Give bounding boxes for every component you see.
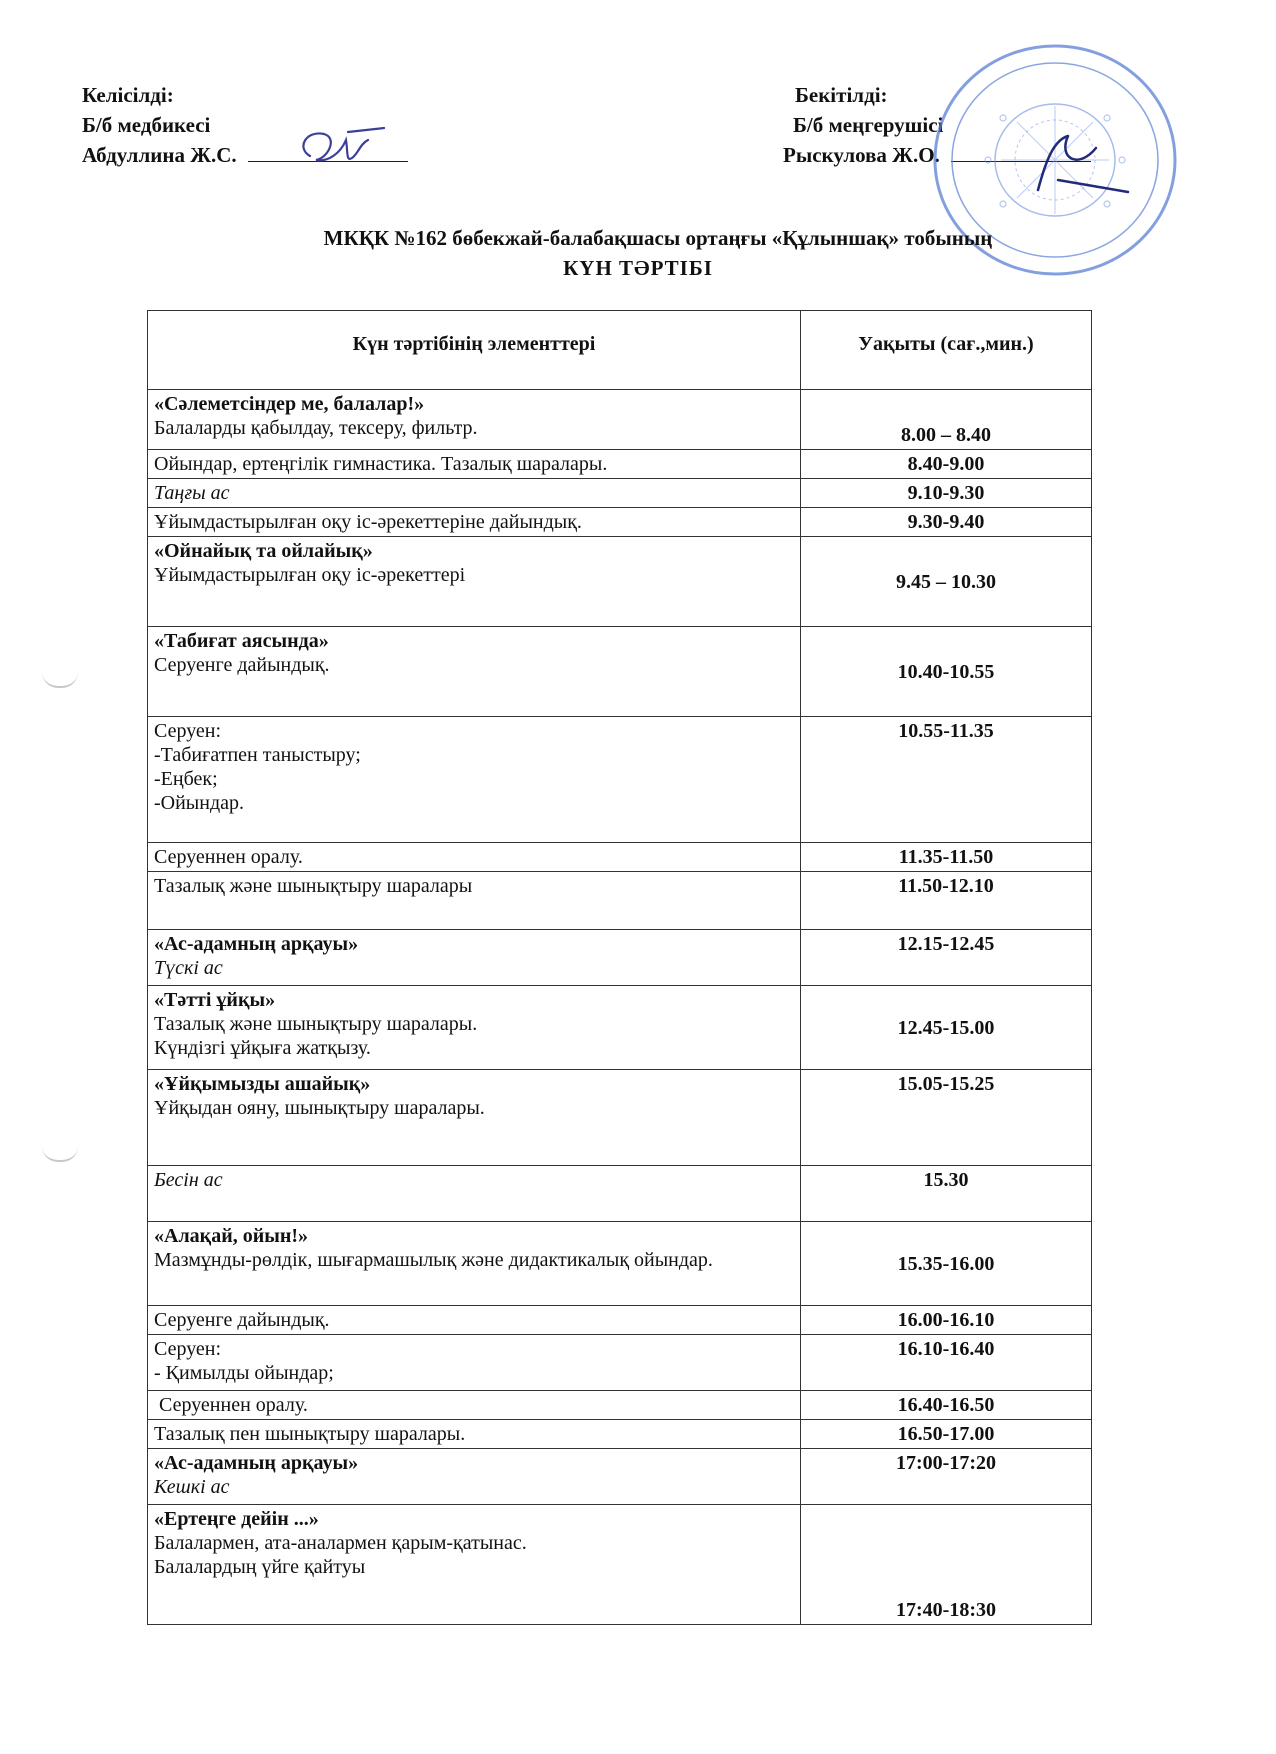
- approval-left-title: Келісілді:: [82, 83, 174, 107]
- activity-heading: «Ертеңге дейін ...»: [154, 1508, 319, 1530]
- activity-heading: «Ойнайық та ойлайық»: [154, 540, 373, 562]
- meal-label: Түскі ас: [154, 957, 223, 979]
- activity-cell: [148, 843, 801, 872]
- table-row: [148, 717, 1092, 843]
- meal-label: Бесін ас: [154, 1169, 223, 1191]
- time-cell: 9.10-9.30: [801, 479, 1092, 508]
- activity-line: Мазмұнды-рөлдік, шығармашылық және дидактикалық ойындар.: [154, 1249, 713, 1271]
- activity-heading: «Ас-адамның арқауы»: [154, 1452, 359, 1474]
- table-row: [148, 1306, 1092, 1335]
- activity-line: Серуеннен оралу.: [154, 1394, 308, 1416]
- time-cell: 9.45 – 10.30: [801, 537, 1092, 627]
- activity-line: Серуенге дайындық.: [154, 654, 330, 676]
- time-cell: 15.05-15.25: [801, 1070, 1092, 1166]
- table-row: [148, 1420, 1092, 1449]
- activity-line: - Қимылды ойындар;: [154, 1362, 334, 1384]
- activity-line: Балалардың үйге қайтуы: [154, 1556, 366, 1578]
- activity-line: -Еңбек;: [154, 768, 218, 790]
- activity-line: Балаларды қабылдау, тексеру, фильтр.: [154, 417, 478, 439]
- table-row: [148, 1222, 1092, 1306]
- activity-heading: «Тәтті ұйқы»: [154, 989, 276, 1011]
- table-row: [148, 450, 1092, 479]
- time-cell: 16.40-16.50: [801, 1391, 1092, 1420]
- time-cell: 9.30-9.40: [801, 508, 1092, 537]
- header-time: Уақыты (сағ.,мин.): [801, 311, 1092, 390]
- activity-cell: [148, 1420, 801, 1449]
- approval-left-role: Б/б медбикесі: [82, 113, 211, 137]
- activity-line: -Ойындар.: [154, 792, 244, 814]
- activity-line: Ойындар, ертеңгілік гимнастика. Тазалық шаралары.: [154, 453, 608, 475]
- activity-heading: «Ас-адамның арқауы»: [154, 933, 359, 955]
- time-cell: 10.55-11.35: [801, 717, 1092, 843]
- activity-heading: «Алақай, ойын!»: [154, 1225, 309, 1247]
- time-cell: 17:40-18:30: [801, 1505, 1092, 1625]
- activity-line: Серуен:: [154, 720, 222, 742]
- time-cell: 12.45-15.00: [801, 986, 1092, 1070]
- activity-cell: [148, 986, 801, 1070]
- time-cell: 16.10-16.40: [801, 1335, 1092, 1391]
- activity-line: Тазалық және шынықтыру шаралары.: [154, 1013, 478, 1035]
- time-cell: 8.40-9.00: [801, 450, 1092, 479]
- activity-cell: [148, 1335, 801, 1391]
- table-row: [148, 479, 1092, 508]
- meal-label: Кешкі ас: [154, 1476, 230, 1498]
- time-cell: 15.30: [801, 1166, 1092, 1222]
- table-header-row: [148, 311, 1092, 390]
- table-row: [148, 843, 1092, 872]
- activity-line: Ұйқыдан ояну, шынықтыру шаралары.: [154, 1097, 485, 1119]
- activity-cell: [148, 1505, 801, 1625]
- activity-line: Күндізгі ұйқыға жатқызу.: [154, 1037, 371, 1059]
- activity-line: Ұйымдастырылған оқу іс-әрекеттеріне дайындық.: [154, 511, 582, 533]
- table-row: [148, 1449, 1092, 1505]
- activity-cell: [148, 627, 801, 717]
- daily-schedule-table: [147, 310, 1092, 1625]
- time-cell: 17:00-17:20: [801, 1449, 1092, 1505]
- activity-line: Тазалық және шынықтыру шаралары: [154, 875, 473, 897]
- time-cell: 8.00 – 8.40: [801, 390, 1092, 450]
- approval-right-title: Бекітілді:: [795, 83, 888, 107]
- activity-line: Серуеннен оралу.: [154, 846, 303, 868]
- table-row: [148, 930, 1092, 986]
- punch-hole-mark-upper: [42, 672, 78, 688]
- approval-right-name: Рыскулова Ж.О.: [783, 143, 940, 167]
- time-cell: 12.15-12.45: [801, 930, 1092, 986]
- table-row: [148, 1335, 1092, 1391]
- activity-heading: «Ұйқымызды ашайық»: [154, 1073, 371, 1095]
- activity-cell: [148, 537, 801, 627]
- time-cell: 16.00-16.10: [801, 1306, 1092, 1335]
- time-cell: 15.35-16.00: [801, 1222, 1092, 1306]
- activity-cell: [148, 390, 801, 450]
- table-row: [148, 537, 1092, 627]
- activity-cell: [148, 479, 801, 508]
- activity-line: Тазалық пен шынықтыру шаралары.: [154, 1423, 466, 1445]
- activity-cell: [148, 450, 801, 479]
- activity-cell: [148, 1306, 801, 1335]
- time-cell: 11.35-11.50: [801, 843, 1092, 872]
- meal-label: Таңғы ас: [154, 482, 230, 504]
- activity-line: Серуенге дайындық.: [154, 1309, 330, 1331]
- activity-cell: [148, 508, 801, 537]
- header-activities: Күн тәртібінің элементтері: [148, 311, 801, 390]
- activity-heading: «Сәлеметсіндер ме, балалар!»: [154, 393, 425, 415]
- time-cell: 11.50-12.10: [801, 872, 1092, 930]
- table-row: [148, 986, 1092, 1070]
- activity-cell: [148, 872, 801, 930]
- activity-cell: [148, 1449, 801, 1505]
- activity-cell: [148, 930, 801, 986]
- table-row: [148, 627, 1092, 717]
- approval-right-role: Б/б меңгерушісі: [793, 113, 944, 137]
- punch-hole-mark-lower: [42, 1146, 78, 1162]
- table-row: [148, 1391, 1092, 1420]
- document-title-line2: КҮН ТӘРТІБІ: [563, 256, 713, 280]
- activity-line: -Табиғатпен таныстыру;: [154, 744, 361, 766]
- activity-cell: [148, 1222, 801, 1306]
- activity-line: Серуен:: [154, 1338, 222, 1360]
- table-row: [148, 1505, 1092, 1625]
- document-title-line1: МКҚК №162 бөбекжай-балабақшасы ортаңғы «Құлыншақ» тобының: [323, 226, 993, 250]
- table-row: [148, 508, 1092, 537]
- activity-heading: «Табиғат аясында»: [154, 630, 329, 652]
- table-row: [148, 390, 1092, 450]
- activity-cell: [148, 1166, 801, 1222]
- handwritten-signature-left: [288, 118, 398, 178]
- table-row: [148, 1070, 1092, 1166]
- activity-line: Балалармен, ата-аналармен қарым-қатынас.: [154, 1532, 527, 1554]
- approval-left-name: Абдуллина Ж.С.: [82, 143, 237, 167]
- time-cell: 10.40-10.55: [801, 627, 1092, 717]
- table-row: [148, 1166, 1092, 1222]
- time-cell: 16.50-17.00: [801, 1420, 1092, 1449]
- activity-cell: [148, 717, 801, 843]
- table-row: [148, 872, 1092, 930]
- activity-cell: [148, 1070, 801, 1166]
- activity-line: Ұйымдастырылған оқу іс-әрекеттері: [154, 564, 466, 586]
- activity-cell: [148, 1391, 801, 1420]
